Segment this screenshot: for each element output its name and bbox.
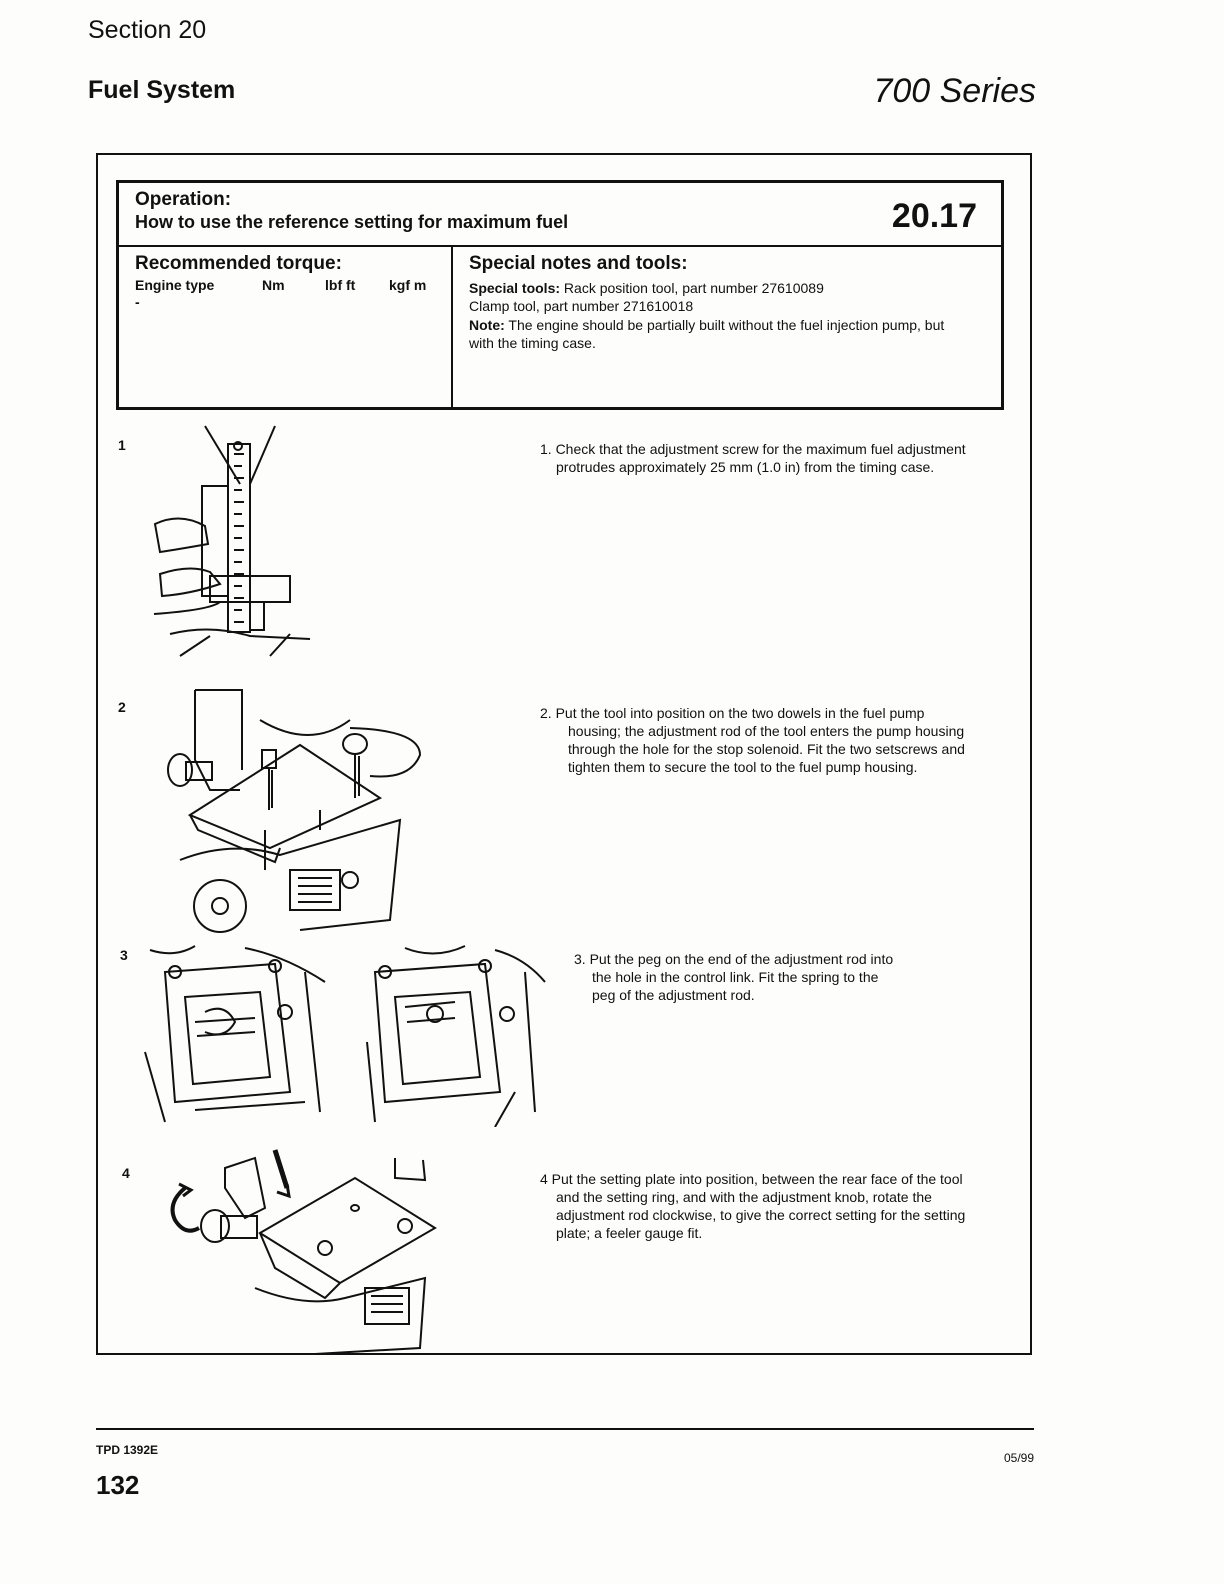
torque-panel — [119, 247, 453, 410]
torque-engine-type-value: - — [135, 294, 140, 310]
step-1-line-2: protrudes approximately 25 mm (1.0 in) from the timing case. — [556, 459, 935, 475]
operation-title: How to use the reference setting for maximum fuel — [135, 212, 569, 232]
torque-col-kgf-m: kgf m — [389, 277, 427, 293]
step-3-illustration-left — [135, 942, 335, 1127]
torque-col-lbf-ft: lbf ft — [325, 277, 356, 293]
step-2-illustration — [150, 680, 430, 938]
step-1-illustration — [150, 424, 330, 664]
notes-panel — [455, 247, 1003, 410]
operation-label: Operation: — [135, 189, 232, 210]
step-1-number: 1 — [118, 437, 126, 453]
step-3-line-3: peg of the adjustment rod. — [592, 987, 755, 1003]
torque-col-nm: Nm — [262, 277, 285, 293]
series-title: 700 Series — [873, 72, 1036, 110]
operation-number: 20.17 — [891, 197, 977, 235]
note-label: Note: — [469, 317, 505, 333]
step-2-line-2: housing; the adjustment rod of the tool enters the pump housing — [568, 723, 965, 739]
special-tools-line — [469, 279, 824, 297]
torque-col-engine-type: Engine type — [135, 277, 215, 293]
note-line-2: with the timing case. — [469, 335, 596, 351]
page-number: 132 — [96, 1470, 140, 1500]
step-3-line-1: 3. Put the peg on the end of the adjustment rod into — [574, 951, 894, 967]
clamp-tool-line: Clamp tool, part number 271610018 — [469, 298, 694, 314]
step-3-illustration-right — [355, 942, 555, 1127]
special-tools-label: Special tools: — [469, 280, 561, 296]
step-4-line-1: 4 Put the setting plate into position, between the rear face of the tool — [540, 1171, 963, 1187]
step-2-number: 2 — [118, 699, 126, 715]
step-4-text — [540, 1170, 1020, 1242]
section-label: Section 20 — [88, 16, 207, 44]
step-2-line-1: 2. Put the tool into position on the two dowels in the fuel pump — [540, 705, 925, 721]
operation-header — [119, 183, 1001, 247]
step-4-number: 4 — [122, 1165, 130, 1181]
note-line — [469, 316, 944, 334]
step-3-text — [574, 950, 974, 1004]
step-4-line-2: and the setting ring, and with the adjustment knob, rotate the — [556, 1189, 932, 1205]
document-code: TPD 1392E — [96, 1443, 159, 1457]
step-1-line-1: 1. Check that the adjustment screw for the maximum fuel adjustment — [540, 441, 966, 457]
step-2-line-3: through the hole for the stop solenoid. Fit the two setscrews and — [568, 741, 965, 757]
step-2-text — [540, 704, 1020, 776]
step-2-line-4: tighten them to secure the tool to the fuel pump housing. — [568, 759, 918, 775]
step-4-line-3: adjustment rod clockwise, to give the correct setting for the setting — [556, 1207, 966, 1223]
step-3-number: 3 — [120, 947, 128, 963]
chapter-title: Fuel System — [88, 76, 236, 104]
special-tools-text: Rack position tool, part number 27610089 — [563, 280, 824, 296]
notes-heading: Special notes and tools: — [469, 253, 688, 274]
document-date: 05/99 — [1003, 1451, 1034, 1465]
step-3-line-2: the hole in the control link. Fit the spring to the — [592, 969, 879, 985]
step-4-illustration — [165, 1148, 445, 1358]
step-4-line-4: plate; a feeler gauge fit. — [556, 1225, 703, 1241]
torque-heading: Recommended torque: — [135, 253, 342, 274]
note-text: The engine should be partially built without the fuel injection pump, but — [508, 317, 945, 333]
footer-divider — [96, 1428, 1034, 1430]
operation-box — [116, 180, 1004, 410]
step-1-text — [540, 440, 1020, 476]
